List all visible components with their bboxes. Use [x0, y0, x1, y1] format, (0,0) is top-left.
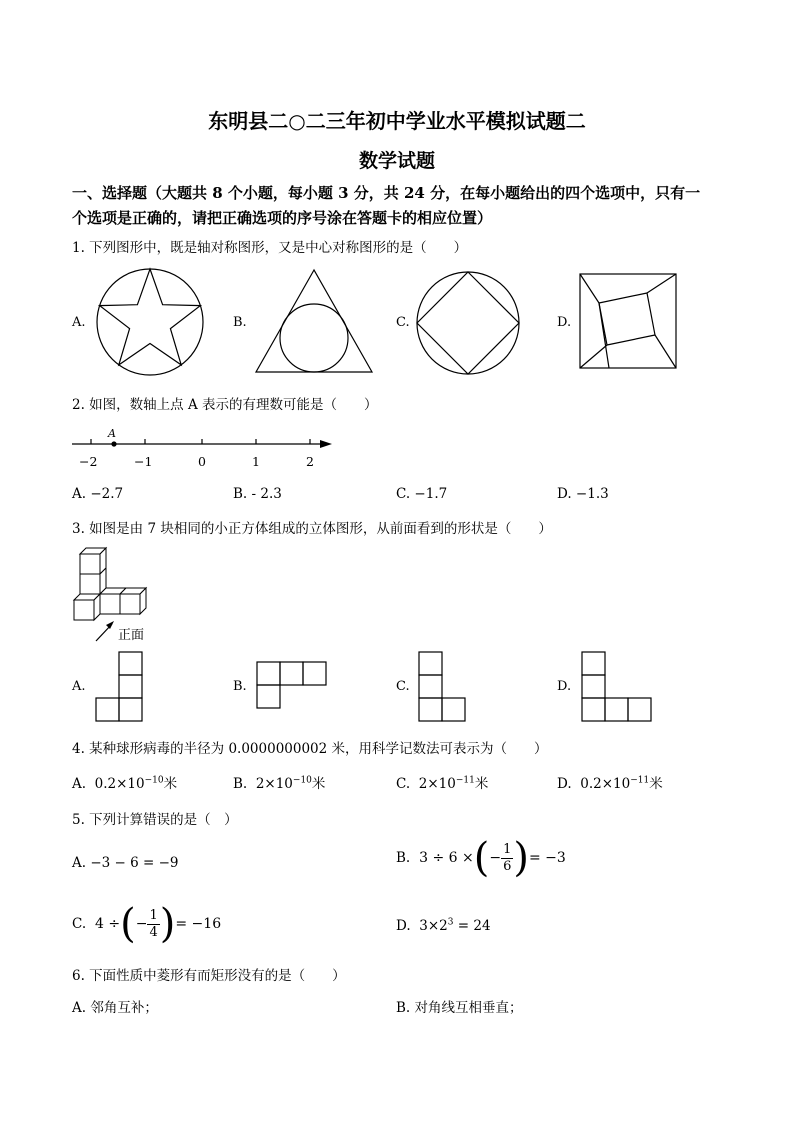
q5-option-c: C. 4 ÷ ( − $\frac{1}{4}$ ) = −16	[72, 901, 222, 947]
question-1-text: 1. 下列图形中，既是轴对称图形，又是中心对称图形的是（ ）	[72, 240, 468, 256]
q2-point-a	[111, 441, 116, 446]
q3-option-a-label: A.	[72, 679, 86, 694]
q3-option-c-figure	[418, 651, 468, 723]
q2-option-d: D. −1.3	[557, 486, 609, 502]
q3-option-d-label: D.	[557, 679, 572, 694]
q6-option-a: A. 邻角互补；	[72, 1000, 158, 1016]
q3-option-a-figure	[95, 651, 145, 723]
q5-option-a: A. −3 − 6 = −9	[72, 855, 179, 871]
q2-point-label: A	[108, 427, 116, 440]
q1-option-c-label: C.	[396, 315, 410, 330]
exam-title: 东明县二○二三年初中学业水平模拟试题二	[208, 109, 586, 133]
q5-option-d: D. $3\times 2^3 = 24$	[396, 917, 491, 934]
q4-option-a: A. $0.2\times 10^{-10}$米	[72, 775, 178, 792]
q1-figure-circle-square	[414, 270, 524, 376]
question-5-text: 5. 下列计算错误的是（ ）	[72, 812, 238, 828]
q2-tick-label-neg1: −1	[134, 454, 153, 469]
q1-option-b-label: B.	[233, 315, 247, 330]
q1-option-d-label: D.	[557, 315, 572, 330]
exam-subtitle: 数学试题	[358, 150, 435, 172]
question-2-text: 2. 如图，数轴上点 A 表示的有理数可能是（ ）	[72, 397, 378, 413]
q2-option-b: B. - 2.3	[233, 486, 282, 502]
q3-front-label: 正面	[118, 628, 145, 643]
q1-figure-nested-squares	[579, 273, 679, 371]
q3-option-d-figure	[581, 651, 655, 723]
q3-option-b-label: B.	[233, 679, 247, 694]
section-heading-line1: 一、选择题（大题共 8 个小题，每小题 3 分，共 24 分，在每小题给出的四个选项中，只有一	[72, 184, 701, 202]
q1-option-a-label: A.	[72, 315, 86, 330]
section-heading-line2: 个选项是正确的，请把正确选项的序号涂在答题卡的相应位置）	[72, 209, 493, 227]
q3-option-b-figure	[256, 661, 330, 711]
q3-cube-stack-figure	[72, 546, 162, 646]
q1-figure-triangle-circle	[252, 268, 374, 376]
question-3-text: 3. 如图是由 7 块相同的小正方体组成的立体图形，从前面看到的形状是（ ）	[72, 521, 552, 537]
q4-option-c: C. $2\times 10^{-11}$米	[396, 775, 489, 792]
q4-option-b: B. $2\times 10^{-10}$米	[233, 775, 326, 792]
q4-option-d: D. $0.2\times 10^{-11}$米	[557, 775, 663, 792]
q2-tick-label-neg2: −2	[79, 454, 98, 469]
q2-tick-label-2: 2	[306, 454, 314, 469]
q3-option-c-label: C.	[396, 679, 410, 694]
question-4-text: 4. 某种球形病毒的半径为 0.0000000002 米，用科学记数法可表示为（ ）	[72, 741, 548, 757]
q1-figure-circle-star	[90, 266, 210, 378]
q6-option-b: B. 对角线互相垂直；	[396, 1000, 523, 1016]
q2-option-c: C. −1.7	[396, 486, 448, 502]
q5-option-b: B. 3 ÷ 6 × ( − $\frac{1}{6}$ ) = −3	[396, 835, 566, 881]
q2-tick-label-0: 0	[198, 454, 206, 469]
q2-tick-label-1: 1	[252, 454, 260, 469]
question-6-text: 6. 下面性质中菱形有而矩形没有的是（ ）	[72, 968, 346, 984]
q2-option-a: A. −2.7	[72, 486, 124, 502]
